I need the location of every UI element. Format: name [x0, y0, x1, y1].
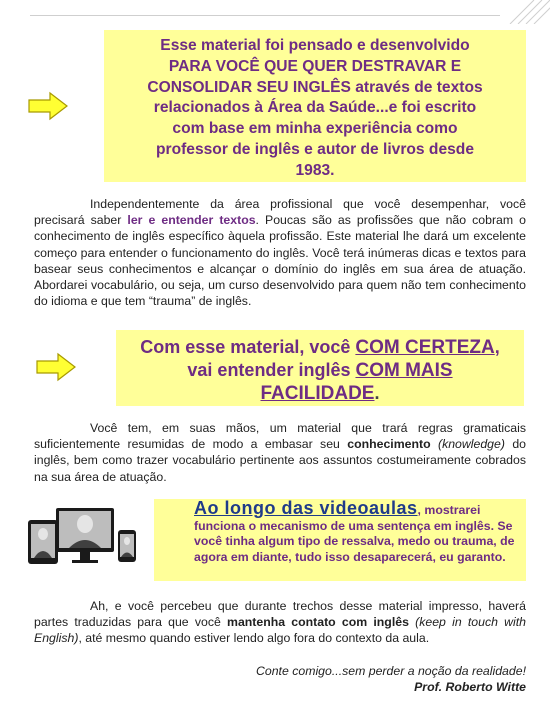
signature-name: Prof. Roberto Witte [414, 680, 526, 694]
intro-highlight-box [104, 30, 526, 182]
intro-line-4: relacionados à Área da Saúde...e foi escrito [153, 99, 477, 117]
intro-line-2: PARA VOCÊ QUE QUER DESTRAVAR E [168, 57, 462, 75]
intro-line-7: 1983. [295, 161, 335, 179]
box2-text-a: Com esse material, você [140, 337, 356, 357]
paragraph-1 [34, 196, 526, 309]
para3-text-a: Ah, e você percebeu que durante trechos desse material impresso, haverá partes traduzidas para que você [34, 599, 526, 630]
corner-decoration [490, 0, 550, 24]
para1-highlight: ler e entender textos [127, 213, 256, 228]
header-rule [30, 15, 500, 16]
box2-com-mais: COM MAIS [355, 360, 453, 381]
para1-text-a: Independentemente da área profissional que você desempenhar, você precisará saber [34, 197, 526, 228]
box2-comma: , [494, 337, 500, 357]
intro-line-3: CONSOLIDAR SEU INGLÊS através de textos [147, 78, 483, 96]
para2-italic: (knowledge) [437, 437, 505, 452]
para1-text-b: . Poucas são as profissões que não cobram o conhecimento de inglês específico àquela profissão. Este material lhe dará um excelente começo para entender o funcionamento do inglês. Você terá inúmeras dicas e textos para basear seus conhecimentos e alcançar o domínio do inglês em sua área de atuação. Abordarei vocabulário, ou seja, um curso desenvolvido para quem não tem conhecimento do idioma e que tem “trauma” de inglês. [34, 213, 526, 309]
para2-text-e: do inglês, bem como trazer vocabulário pertinente aos assuntos costumeiramente cobrados na sua área de atuação. [34, 437, 526, 484]
videoaulas-highlight-box [154, 499, 526, 581]
box2-period: . [374, 383, 380, 403]
signature-tagline: Conte comigo...sem perder a noção da realidade! [255, 664, 526, 678]
right-arrow-icon [28, 91, 68, 121]
intro-line-1: Esse material foi pensado e desenvolvido [160, 37, 470, 54]
para2-text-a: Você tem, em suas mãos, um material que trará regras gramaticais suficientemente resumidas de modo a embasar seu [34, 421, 526, 452]
para2-bold: conhecimento [347, 437, 431, 452]
intro-line-6: professor de inglês e autor de livros desde [155, 140, 475, 158]
intro-line-5: com base em minha experiência como [172, 120, 458, 138]
right-arrow-icon [36, 352, 76, 382]
videoaulas-text: , mostrarei funciona o mecanismo de uma sentença em inglês. Se você tinha algum tipo de ressalva, medo ou trauma, de agora em diante, tudo isso desaparecerá, eu garanto. [194, 503, 515, 564]
certainty-highlight-box [116, 330, 524, 406]
para2-space [431, 437, 438, 451]
para3-italic: (keep in touch with English) [34, 615, 526, 646]
paragraph-2 [34, 420, 526, 485]
box2-com-certeza: COM CERTEZA [355, 337, 495, 358]
box2-facilidade: FACILIDADE [260, 383, 375, 404]
para3-bold: mantenha contato com inglês [227, 615, 409, 630]
devices-illustration [26, 506, 140, 578]
box2-text-c: vai entender inglês [187, 360, 356, 380]
videoaulas-heading: Ao longo das videoaulas [194, 498, 418, 518]
paragraph-3 [34, 598, 526, 647]
para3-text-e: , até mesmo quando estiver lendo algo fora do contexto da aula. [78, 631, 430, 646]
